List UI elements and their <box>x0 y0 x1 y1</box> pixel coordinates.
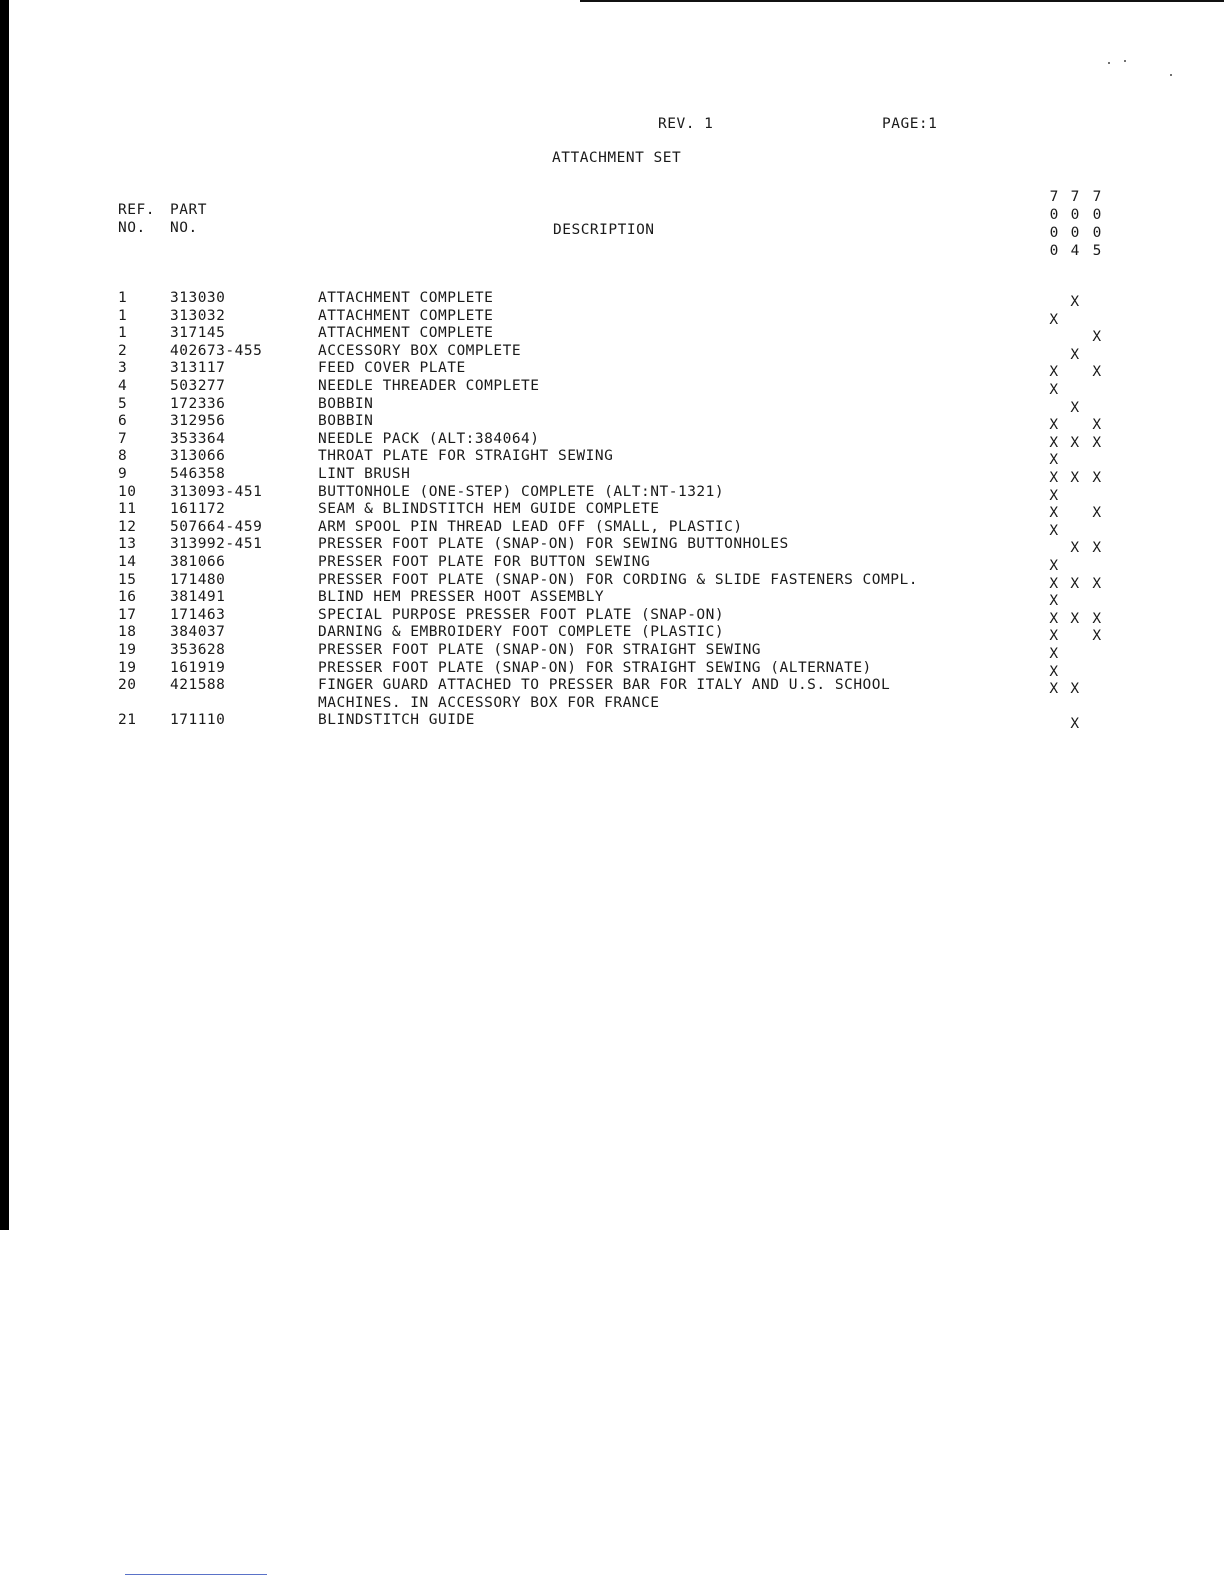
table-row <box>0 677 1224 698</box>
part-description: PRESSER FOOT PLATE (SNAP-ON) FOR CORDING & SLIDE FASTENERS COMPL. <box>318 571 918 588</box>
part-number: 312956 <box>170 413 226 430</box>
model-mark: X <box>1070 346 1080 363</box>
model-mark: X <box>1049 628 1059 645</box>
part-number: 161172 <box>170 501 226 518</box>
model-mark: X <box>1049 487 1059 504</box>
document-title: ATTACHMENT SET <box>552 150 682 166</box>
ref-number: 6 <box>118 413 128 430</box>
model-mark: X <box>1092 364 1102 381</box>
part-description: FINGER GUARD ATTACHED TO PRESSER BAR FOR ITALY AND U.S. SCHOOL <box>318 677 891 694</box>
model-mark: X <box>1049 593 1059 610</box>
part-number: 507664-459 <box>170 518 263 535</box>
ref-number: 17 <box>118 606 137 623</box>
ref-number: 20 <box>118 677 137 694</box>
ref-number: 1 <box>118 307 128 324</box>
ref-number: 1 <box>118 290 128 306</box>
model-column-header <box>1090 188 1104 260</box>
table-row <box>0 431 1224 449</box>
model-mark: X <box>1070 681 1080 698</box>
model-mark: X <box>1092 329 1102 346</box>
part-description: THROAT PLATE FOR STRAIGHT SEWING <box>318 448 614 465</box>
table-row <box>0 642 1224 660</box>
table-row <box>0 554 1224 572</box>
model-mark: X <box>1049 646 1059 662</box>
model-mark: X <box>1070 610 1080 627</box>
part-number: 313032 <box>170 307 226 324</box>
table-row <box>0 695 1224 713</box>
ref-number: 13 <box>118 536 137 553</box>
part-number: 313093-451 <box>170 483 263 500</box>
table-row <box>0 396 1224 414</box>
part-description: NEEDLE THREADER COMPLETE <box>318 378 540 394</box>
part-description: PRESSER FOOT PLATE (SNAP-ON) FOR STRAIGHT SEWING (ALTERNATE) <box>318 659 872 676</box>
part-description: BOBBIN <box>318 413 374 430</box>
model-mark: X <box>1070 575 1080 592</box>
description-header: DESCRIPTION <box>553 222 655 238</box>
model-mark: X <box>1049 382 1059 398</box>
model-mark: X <box>1049 681 1059 698</box>
ref-number: 8 <box>118 448 128 465</box>
ref-header-line1: REF. <box>118 202 155 218</box>
ref-number: 4 <box>118 378 128 394</box>
revision-label: REV. 1 <box>658 116 714 132</box>
part-number: 171110 <box>170 712 226 729</box>
table-row <box>0 607 1224 625</box>
part-number: 421588 <box>170 677 226 694</box>
model-digit: 0 <box>1092 225 1102 241</box>
ref-number: 9 <box>118 466 128 482</box>
part-description: LINT BRUSH <box>318 466 411 482</box>
table-row <box>0 536 1224 557</box>
model-digit: 0 <box>1070 207 1080 223</box>
ref-number: 14 <box>118 554 137 570</box>
ref-number: 7 <box>118 430 128 447</box>
model-mark: X <box>1070 716 1080 733</box>
model-mark: X <box>1070 399 1080 416</box>
part-description: SEAM & BLINDSTITCH HEM GUIDE COMPLETE <box>318 501 660 518</box>
part-description: DARNING & EMBROIDERY FOOT COMPLETE (PLASTIC) <box>318 624 725 641</box>
ref-number: 11 <box>118 501 137 518</box>
model-digit: 0 <box>1092 207 1102 223</box>
part-description: SPECIAL PURPOSE PRESSER FOOT PLATE (SNAP-ON) <box>318 606 725 623</box>
model-mark: X <box>1092 417 1102 434</box>
table-row <box>0 448 1224 469</box>
part-description: MACHINES. IN ACCESSORY BOX FOR FRANCE <box>318 694 660 711</box>
model-mark: X <box>1092 628 1102 645</box>
part-number: 546358 <box>170 466 226 482</box>
model-mark: X <box>1092 434 1102 451</box>
model-mark: X <box>1049 663 1059 680</box>
part-number: 384037 <box>170 624 226 641</box>
part-number: 313066 <box>170 448 226 465</box>
part-description: NEEDLE PACK (ALT:384064) <box>318 430 540 447</box>
part-description: BLIND HEM PRESSER HOOT ASSEMBLY <box>318 589 605 606</box>
model-column-header <box>1047 188 1061 260</box>
ref-number: 2 <box>118 342 128 359</box>
ref-number: 15 <box>118 571 137 588</box>
part-number: 313992-451 <box>170 536 263 553</box>
model-mark: X <box>1092 470 1102 486</box>
table-row <box>0 572 1224 590</box>
table-row <box>0 712 1224 733</box>
part-number: 313030 <box>170 290 226 306</box>
table-row <box>0 360 1224 381</box>
part-number: 171480 <box>170 571 226 588</box>
model-mark: X <box>1049 311 1059 328</box>
model-mark: X <box>1070 470 1080 486</box>
model-mark: X <box>1049 452 1059 469</box>
ref-number: 19 <box>118 642 137 658</box>
part-description: BLINDSTITCH GUIDE <box>318 712 475 729</box>
scan-edge-top <box>580 0 1224 2</box>
model-digit: 4 <box>1070 243 1080 259</box>
part-description: BOBBIN <box>318 395 374 412</box>
part-description: BUTTONHOLE (ONE-STEP) COMPLETE (ALT:NT-1321) <box>318 483 725 500</box>
ref-number: 21 <box>118 712 137 729</box>
scan-speck <box>1170 74 1172 76</box>
part-number: 161919 <box>170 659 226 676</box>
part-header-line2: NO. <box>170 220 198 236</box>
model-mark: X <box>1070 294 1080 310</box>
model-digit: 7 <box>1092 189 1102 205</box>
part-number: 317145 <box>170 325 226 342</box>
part-number: 353628 <box>170 642 226 658</box>
part-number: 381066 <box>170 554 226 570</box>
part-description: ARM SPOOL PIN THREAD LEAD OFF (SMALL, PLASTIC) <box>318 518 743 535</box>
part-description: PRESSER FOOT PLATE (SNAP-ON) FOR SEWING BUTTONHOLES <box>318 536 789 553</box>
model-digit: 5 <box>1092 243 1102 259</box>
model-digit: 7 <box>1049 189 1059 205</box>
model-mark: X <box>1092 610 1102 627</box>
model-mark: X <box>1070 540 1080 557</box>
model-mark: X <box>1070 434 1080 451</box>
part-description: PRESSER FOOT PLATE (SNAP-ON) FOR STRAIGHT SEWING <box>318 642 762 658</box>
ref-number: 3 <box>118 360 128 377</box>
part-header-line1: PART <box>170 202 207 218</box>
model-mark: X <box>1049 610 1059 627</box>
model-mark: X <box>1049 364 1059 381</box>
ref-number: 12 <box>118 518 137 535</box>
model-mark: X <box>1049 558 1059 574</box>
scan-edge-bottom <box>125 1574 267 1575</box>
table-row <box>0 290 1224 308</box>
part-number: 402673-455 <box>170 342 263 359</box>
table-row <box>0 343 1224 361</box>
ref-number: 18 <box>118 624 137 641</box>
model-digit: 0 <box>1070 225 1080 241</box>
part-number: 313117 <box>170 360 226 377</box>
table-row <box>0 484 1224 502</box>
part-description: FEED COVER PLATE <box>318 360 466 377</box>
model-column-header <box>1068 188 1082 260</box>
model-mark: X <box>1049 575 1059 592</box>
table-row <box>0 413 1224 434</box>
table-row <box>0 325 1224 346</box>
ref-number: 19 <box>118 659 137 676</box>
model-digit: 0 <box>1049 225 1059 241</box>
table-row <box>0 589 1224 610</box>
part-number: 172336 <box>170 395 226 412</box>
model-digit: 0 <box>1049 243 1059 259</box>
part-description: ATTACHMENT COMPLETE <box>318 307 494 324</box>
ref-number: 5 <box>118 395 128 412</box>
ref-number: 10 <box>118 483 137 500</box>
model-digit: 0 <box>1049 207 1059 223</box>
table-row <box>0 519 1224 537</box>
model-mark: X <box>1049 470 1059 486</box>
part-number: 503277 <box>170 378 226 394</box>
model-mark: X <box>1092 540 1102 557</box>
model-mark: X <box>1049 417 1059 434</box>
ref-number: 1 <box>118 325 128 342</box>
table-row <box>0 624 1224 645</box>
part-description: ACCESSORY BOX COMPLETE <box>318 342 522 359</box>
model-digit: 7 <box>1070 189 1080 205</box>
model-mark: X <box>1049 522 1059 539</box>
model-mark: X <box>1092 505 1102 522</box>
ref-number: 16 <box>118 589 137 606</box>
table-row <box>0 378 1224 396</box>
model-mark: X <box>1092 575 1102 592</box>
table-row <box>0 501 1224 522</box>
table-row <box>0 466 1224 484</box>
scan-speck <box>1124 60 1126 62</box>
page-number: PAGE:1 <box>882 116 938 132</box>
part-number: 353364 <box>170 430 226 447</box>
part-description: ATTACHMENT COMPLETE <box>318 290 494 306</box>
part-description: ATTACHMENT COMPLETE <box>318 325 494 342</box>
part-number: 171463 <box>170 606 226 623</box>
table-row <box>0 660 1224 678</box>
ref-header-line2: NO. <box>118 220 146 236</box>
model-mark: X <box>1049 434 1059 451</box>
part-description: PRESSER FOOT PLATE FOR BUTTON SEWING <box>318 554 651 570</box>
part-number: 381491 <box>170 589 226 606</box>
model-mark: X <box>1049 505 1059 522</box>
scan-speck <box>1108 62 1110 64</box>
table-row <box>0 308 1224 326</box>
